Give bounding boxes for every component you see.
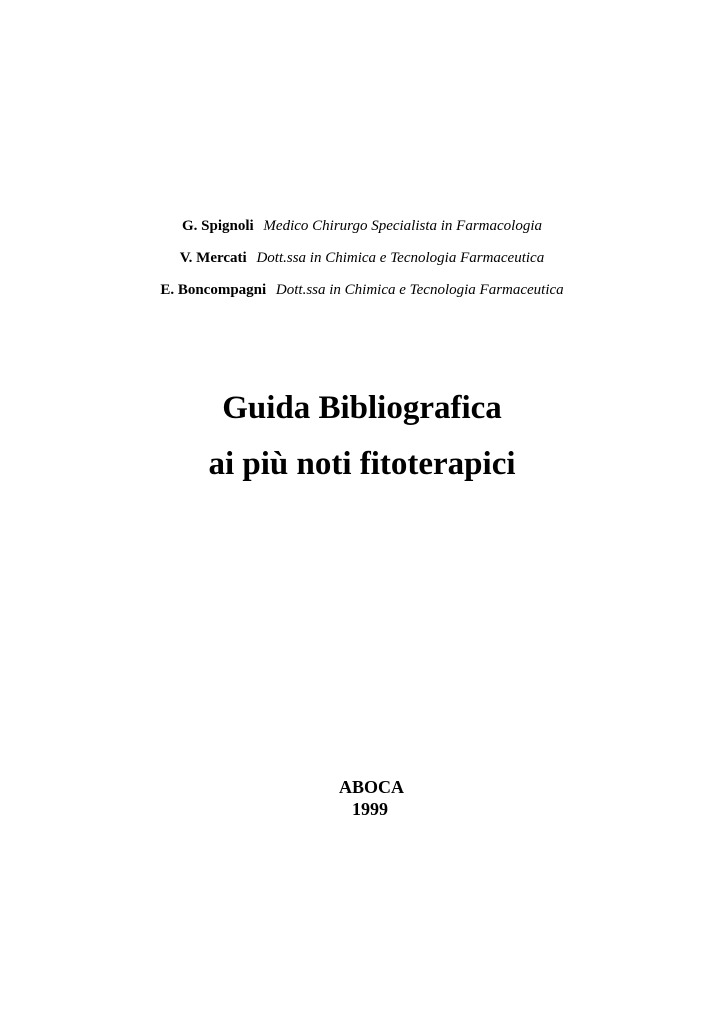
document-title — [0, 380, 724, 492]
authors-block — [0, 210, 724, 306]
author-role: Dott.ssa in Chimica e Tecnologia Farmaceutica — [256, 250, 545, 266]
publisher-name: ABOCA — [338, 777, 404, 797]
author-line — [0, 242, 724, 274]
publication-year: 1999 — [352, 799, 388, 819]
title-line-2: ai più noti fitoterapici — [208, 446, 516, 482]
title-line-1: Guida Bibliografica — [222, 390, 502, 426]
author-name: G. Spignoli — [181, 218, 254, 234]
publisher-block — [300, 776, 440, 820]
author-line — [0, 210, 724, 242]
author-role: Medico Chirurgo Specialista in Farmacologia — [263, 218, 543, 234]
author-name: V. Mercati — [179, 250, 247, 266]
author-name: E. Boncompagni — [160, 282, 267, 298]
author-role: Dott.ssa in Chimica e Tecnologia Farmaceutica — [275, 282, 564, 298]
author-line — [0, 274, 724, 306]
